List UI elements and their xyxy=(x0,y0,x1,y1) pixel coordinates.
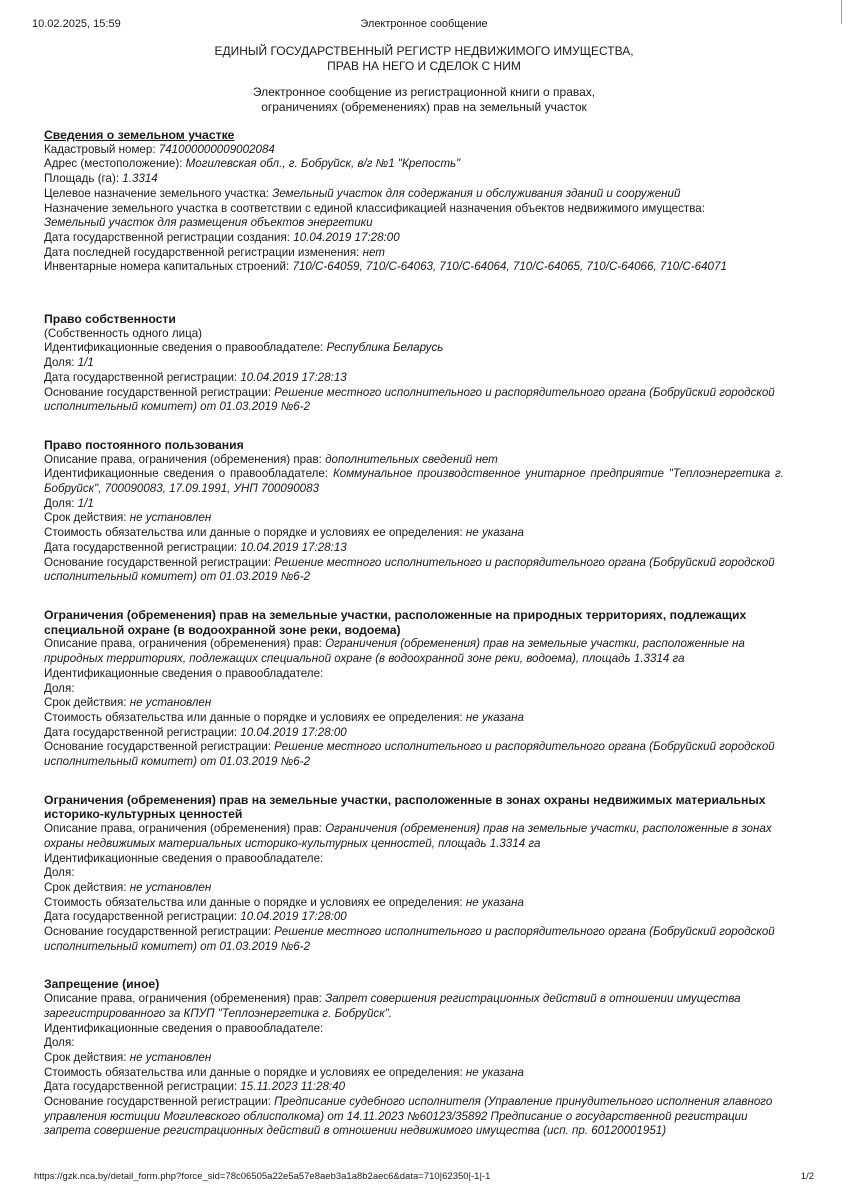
registration-date: Дата государственной регистрации: 10.04.2019 17:28:13 xyxy=(44,540,347,554)
right-description: Описание права, ограничения (обременения) прав: Ограничения (обременения) прав на земельные участки, расположенные на природных территориях, подлежащих специальной охране (в водоохранной зоне реки, водоема), площадь 1.3314 га xyxy=(44,637,745,666)
section-restriction-heritage xyxy=(44,793,784,955)
purpose: Целевое назначение земельного участка: Земельный участок для содержания и обслуживания зданий и сооружений xyxy=(44,186,681,200)
print-datetime: 10.02.2025, 15:59 xyxy=(32,18,121,30)
area: Площадь (га): 1.3314 xyxy=(44,172,158,186)
holder: Идентификационные сведения о правообладателе: xyxy=(44,1021,324,1035)
print-doc-type: Электронное сообщение xyxy=(360,18,488,30)
share: Доля: xyxy=(44,681,75,695)
registration-basis: Основание государственной регистрации: Решение местного исполнительного и распорядительного органа (Бобруйский городской исполнительный комитет) от 01.03.2019 №6-2 xyxy=(44,555,775,584)
classification: Назначение земельного участка в соответствии с единой классификацией назначения объектов недвижимого имущества: Земельный участок для размещения объектов энергетики xyxy=(44,201,705,230)
registration-basis: Основание государственной регистрации: Решение местного исполнительного и распорядительного органа (Бобруйский городской исполнительный комитет) от 01.03.2019 №6-2 xyxy=(44,740,775,769)
right-description: Описание права, ограничения (обременения) прав: Запрет совершения регистрационных действий в отношении имущества зарегистрированного за КПУП "Теплоэнергетика г. Бобруйск". xyxy=(44,992,741,1020)
org-title: ЕДИНЫЙ ГОСУДАРСТВЕННЫЙ РЕГИСТР НЕДВИЖИМОГО ИМУЩЕСТВА, ПРАВ НА НЕГО И СДЕЛОК С НИМ xyxy=(214,44,634,73)
share: Доля: 1/1 xyxy=(44,356,94,370)
section-title: Сведения о земельном участке xyxy=(44,128,235,142)
cost: Стоимость обязательства или данные о порядке и условиях ее определения: не указана xyxy=(44,526,524,540)
registration-basis: Основание государственной регистрации: Решение местного исполнительного и распорядительного органа (Бобруйский городской исполнительный комитет) от 01.03.2019 №6-2 xyxy=(44,925,775,953)
section-title: Запрещение (иное) xyxy=(44,977,160,992)
address: Адрес (местоположение): Могилевская обл., г. Бобруйск, в/г №1 "Крепость" xyxy=(44,157,461,171)
cost: Стоимость обязательства или данные о порядке и условиях ее определения: не указана xyxy=(44,1065,524,1079)
section-land-info xyxy=(44,128,784,275)
cost: Стоимость обязательства или данные о порядке и условиях ее определения: не указана xyxy=(44,710,524,724)
last-change-date: Дата последней государственной регистрации изменения: нет xyxy=(44,245,385,259)
registration-date: Дата государственной регистрации: 10.04.2019 17:28:00 xyxy=(44,910,347,924)
right-description: Описание права, ограничения (обременения) прав: дополнительных сведений нет xyxy=(44,452,498,466)
cost: Стоимость обязательства или данные о порядке и условиях ее определения: не указана xyxy=(44,895,524,909)
holder: Идентификационные сведения о правообладателе: xyxy=(44,851,324,865)
cadastral-number: Кадастровый номер: 741000000009002084 xyxy=(44,142,275,156)
holder: Идентификационные сведения о правообладателе: Коммунальное производственное унитарное предприятие "Теплоэнергетика г. Бобруйск", 700090083, 17.09.1991, УНП 700090083 xyxy=(44,467,784,496)
creation-date: Дата государственной регистрации создания: 10.04.2019 17:28:00 xyxy=(44,230,400,244)
page-number: 1/2 xyxy=(800,1171,814,1182)
holder: Идентификационные сведения о правообладателе: Республика Беларусь xyxy=(44,341,444,355)
edge-mark xyxy=(841,0,842,24)
ownership-type: (Собственность одного лица) xyxy=(44,326,203,340)
term: Срок действия: не установлен xyxy=(44,880,212,894)
section-restriction-nature xyxy=(44,608,784,770)
section-title: Право постоянного пользования xyxy=(44,437,244,452)
term: Срок действия: не установлен xyxy=(44,696,212,710)
registration-date: Дата государственной регистрации: 10.04.2019 17:28:00 xyxy=(44,725,347,739)
document-body xyxy=(44,128,784,1139)
holder: Идентификационные сведения о правообладателе: xyxy=(44,666,324,680)
section-title: Ограничения (обременения) прав на земельные участки, расположенные на природных территориях, подлежащих специальной охране (в водоохранной зоне реки, водоема) xyxy=(44,607,747,637)
section-permanent-use xyxy=(44,438,784,585)
share: Доля: 1/1 xyxy=(44,496,94,510)
registration-date: Дата государственной регистрации: 10.04.2019 17:28:13 xyxy=(44,370,347,384)
section-prohibition xyxy=(44,977,784,1139)
share: Доля: xyxy=(44,1036,75,1050)
term: Срок действия: не установлен xyxy=(44,511,212,525)
registration-basis: Основание государственной регистрации: Решение местного исполнительного и распорядительного органа (Бобруйский городской исполнительный комитет) от 01.03.2019 №6-2 xyxy=(44,385,775,414)
section-title: Право собственности xyxy=(44,312,176,327)
section-ownership xyxy=(44,312,784,415)
document-title: Электронное сообщение из регистрационной книги о правах, ограничениях (обременениях) прав на земельный участок xyxy=(252,85,596,114)
share: Доля: xyxy=(44,866,75,880)
registration-date: Дата государственной регистрации: 15.11.2023 11:28:40 xyxy=(44,1080,346,1094)
registration-basis: Основание государственной регистрации: Предписание судебного исполнителя (Управление принудительного исполнения главного управления юстиции Могилевского облисполкома) от 14.11.2023 №60123/35892 Предписание о государственной регистрации запрета совершение регистрационных действий в отношении недвижимого имущества (исп. пр. 60120001951) xyxy=(44,1095,773,1138)
term: Срок действия: не установлен xyxy=(44,1050,212,1064)
inventory-numbers: Инвентарные номера капитальных строений: 710/C-64059, 710/C-64063, 710/C-64064, 710/C-64065, 710/C-64066, 710/C-64071 xyxy=(44,260,727,274)
footer-url: https://gzk.nca.by/detail_form.php?force_sid=78c06505a22e5a57e8aeb3a1a8b2aec6&data=710|62350|-1|-1 xyxy=(34,1171,491,1182)
right-description: Описание права, ограничения (обременения) прав: Ограничения (обременения) прав на земельные участки, расположенные в зонах охраны недвижимых материальных историко-культурных ценностей, площадь 1.3314 га xyxy=(44,822,772,850)
section-title: Ограничения (обременения) прав на земельные участки, расположенные в зонах охраны недвижимых материальных историко-культурных ценностей xyxy=(44,792,766,822)
